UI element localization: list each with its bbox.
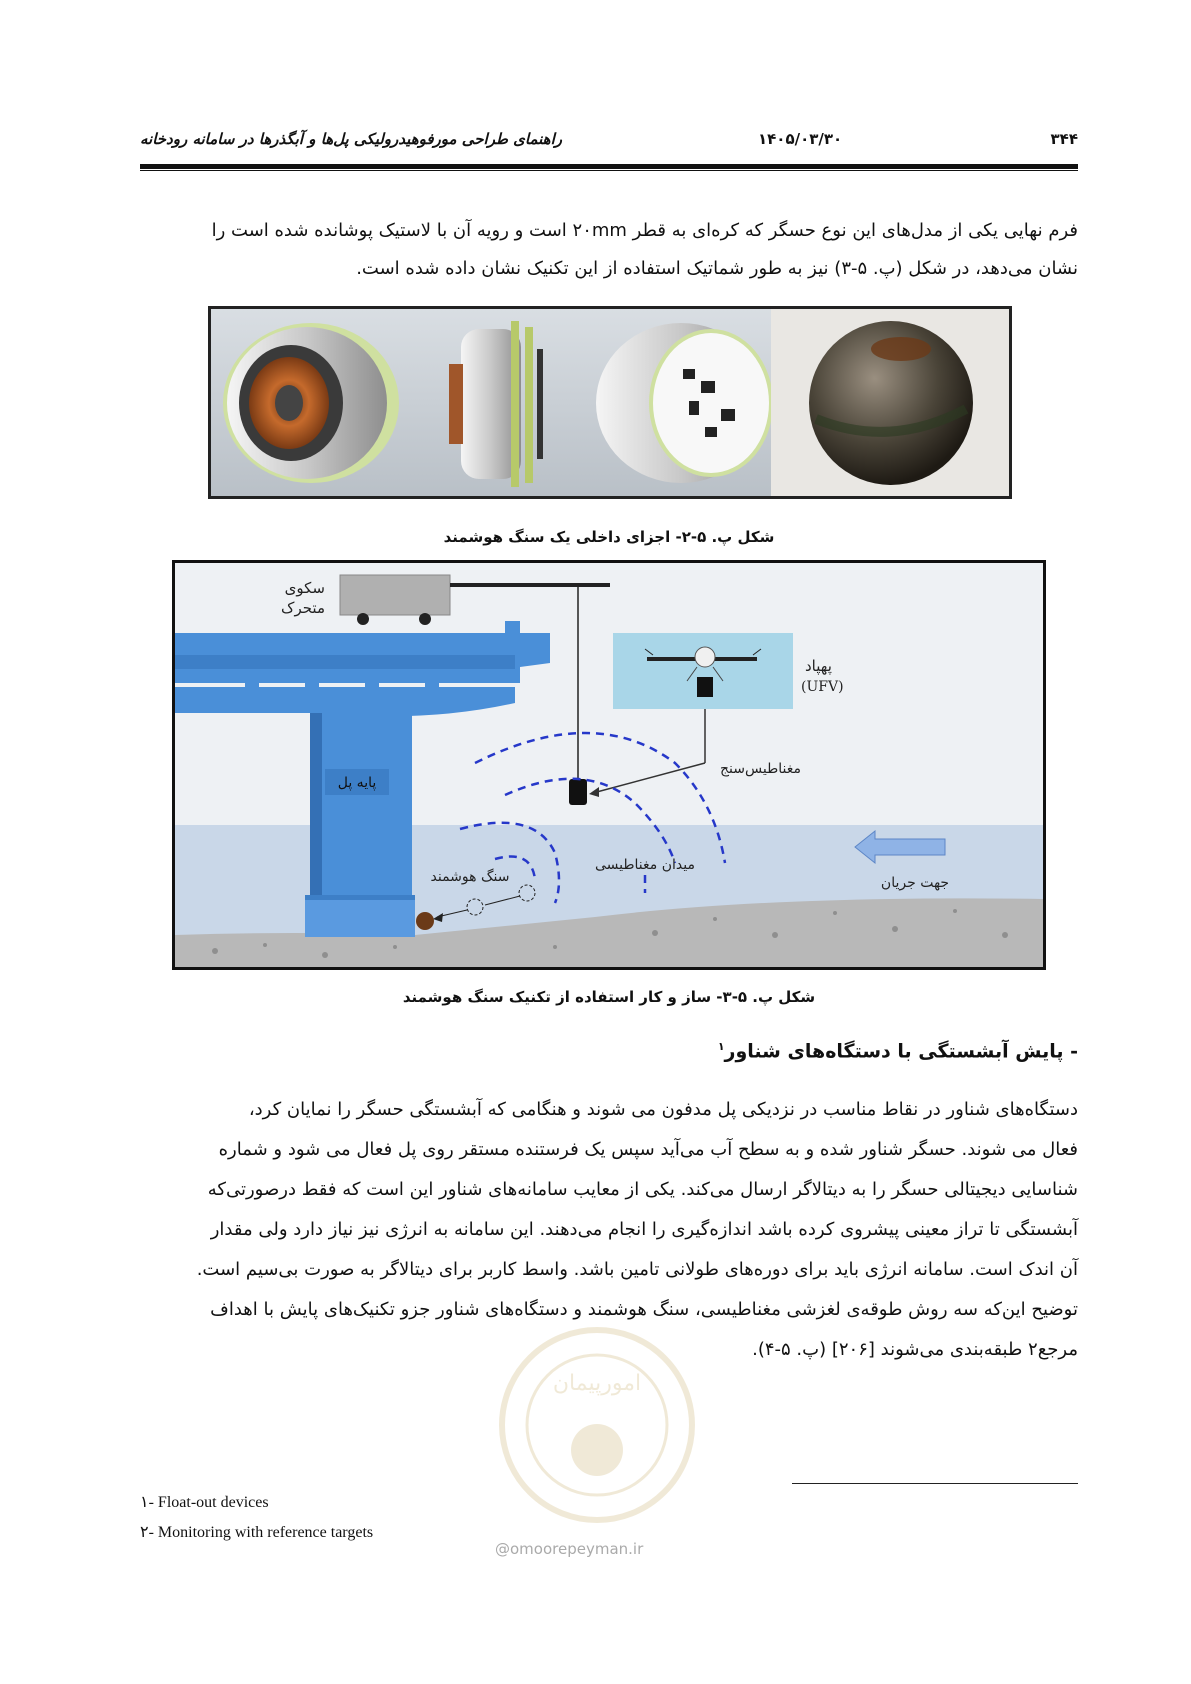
label-smart-rock: سنگ هوشمند	[430, 869, 510, 885]
board-side-view	[449, 321, 543, 487]
watermark-text: @omoorepeyman.ir	[495, 1540, 644, 1558]
intro-line: نشان می‌دهد، در شکل (پ. ۵-۳) نیز به طور شماتیک استفاده از این تکنیک نشان داده شده است.	[356, 258, 1078, 279]
figure2-caption: شکل پ. ۵-۳- ساز و کار استفاده از تکنیک سنگ هوشمند	[402, 988, 816, 1006]
intro-line: فرم نهایی یکی از مدل‌های این نوع حسگر که کره‌ای به قطر ۲۰mm است و رویه آن با لاستیک پوشانده شده است را	[211, 220, 1078, 241]
label-platform: سکوی	[284, 579, 325, 597]
header-title: راهنمای طراحی مورفوهیدرولیکی پل‌ها و آبگذرها در سامانه رودخانه	[140, 130, 562, 148]
section-heading-text: - پایش آبشستگی با دستگاه‌های شناور	[724, 1040, 1078, 1063]
label-platform-2: متحرک	[281, 599, 325, 617]
page-header	[140, 128, 1078, 158]
schematic-svg	[175, 563, 1043, 967]
footnote-ref: ۱	[717, 1040, 725, 1053]
intro-paragraph	[140, 212, 1078, 288]
footnote-2: ۲- Monitoring with reference targets	[140, 1524, 374, 1541]
header-rule	[140, 164, 1078, 169]
circuit-board-view	[596, 323, 773, 483]
components-illustration	[211, 309, 1009, 496]
smart-rock	[416, 912, 434, 930]
header-rule-thin	[140, 170, 1078, 171]
body-line: دستگاه‌های شناور در نقاط مناسب در نزدیکی پل مدفون می شوند و هنگامی که آبشستگی حسگر را نمایان کرد،	[248, 1099, 1078, 1120]
body-line: فعال می شوند. حسگر شناور شده و به سطح آب می‌آید سپس یک فرستنده مستقر روی پل فعال می شود و شماره	[218, 1139, 1078, 1160]
section-heading	[140, 1040, 1078, 1062]
label-drone: پهپاد	[805, 657, 832, 675]
body-line: آن اندک است. سامانه انرژی باید برای دوره‌های طولانی تامین باشد. واسط کاربر برای دیتالاگر به صورت بی‌سیم است.	[196, 1259, 1078, 1280]
label-flow-direction: جهت جریان	[880, 875, 950, 891]
figure1-caption: شکل پ. ۵-۲- اجزای داخلی یک سنگ هوشمند	[443, 528, 775, 546]
drone-box	[613, 633, 793, 709]
footnote-rule	[792, 1483, 1078, 1484]
body-line: آبشستگی تا تراز معینی پیشروی کرده باشد اندازه‌گیری را انجام می‌دهند. این سامانه به انرژی نیز نیاز دارد ولی مقدار	[210, 1219, 1078, 1240]
label-pier: پایه پل	[337, 775, 377, 791]
label-magnetic-field: میدان مغناطیسی	[595, 857, 695, 873]
page-number: ۳۴۴	[1050, 130, 1078, 148]
watermark-logo-text: امورپیمان	[552, 1371, 642, 1396]
header-date: ۱۴۰۵/۰۳/۳۰	[758, 130, 843, 148]
rubber-sphere-photo	[771, 309, 1009, 496]
body-line: مرجع۲ طبقه‌بندی می‌شوند [۲۰۶] (پ. ۵-۴).	[752, 1339, 1078, 1360]
magnetometer-device	[569, 779, 587, 805]
label-magnetometer: مغناطیس‌سنج	[720, 761, 801, 777]
coil-end-view	[223, 323, 399, 483]
watermark-logo	[487, 1320, 707, 1530]
body-line: شناسایی دیجیتالی حسگر را به دیتالاگر ارسال می‌کند. یکی از معایب سامانه‌های شناور این است که فقط درصورتی‌که	[207, 1179, 1078, 1200]
footnote-1: ۱- Float-out devices	[140, 1494, 269, 1511]
body-line: توضیح این‌که سه روش طوقه‌ی لغزشی مغناطیسی، سنگ هوشمند و دستگاه‌های شناور جزو تکنیک‌های پایش با اهداف	[210, 1299, 1078, 1320]
bridge-pier	[310, 713, 412, 895]
label-drone-ufv: (UFV)	[801, 679, 844, 695]
smart-rock-schematic	[172, 560, 1046, 970]
smart-rock-components-photo	[208, 306, 1012, 499]
